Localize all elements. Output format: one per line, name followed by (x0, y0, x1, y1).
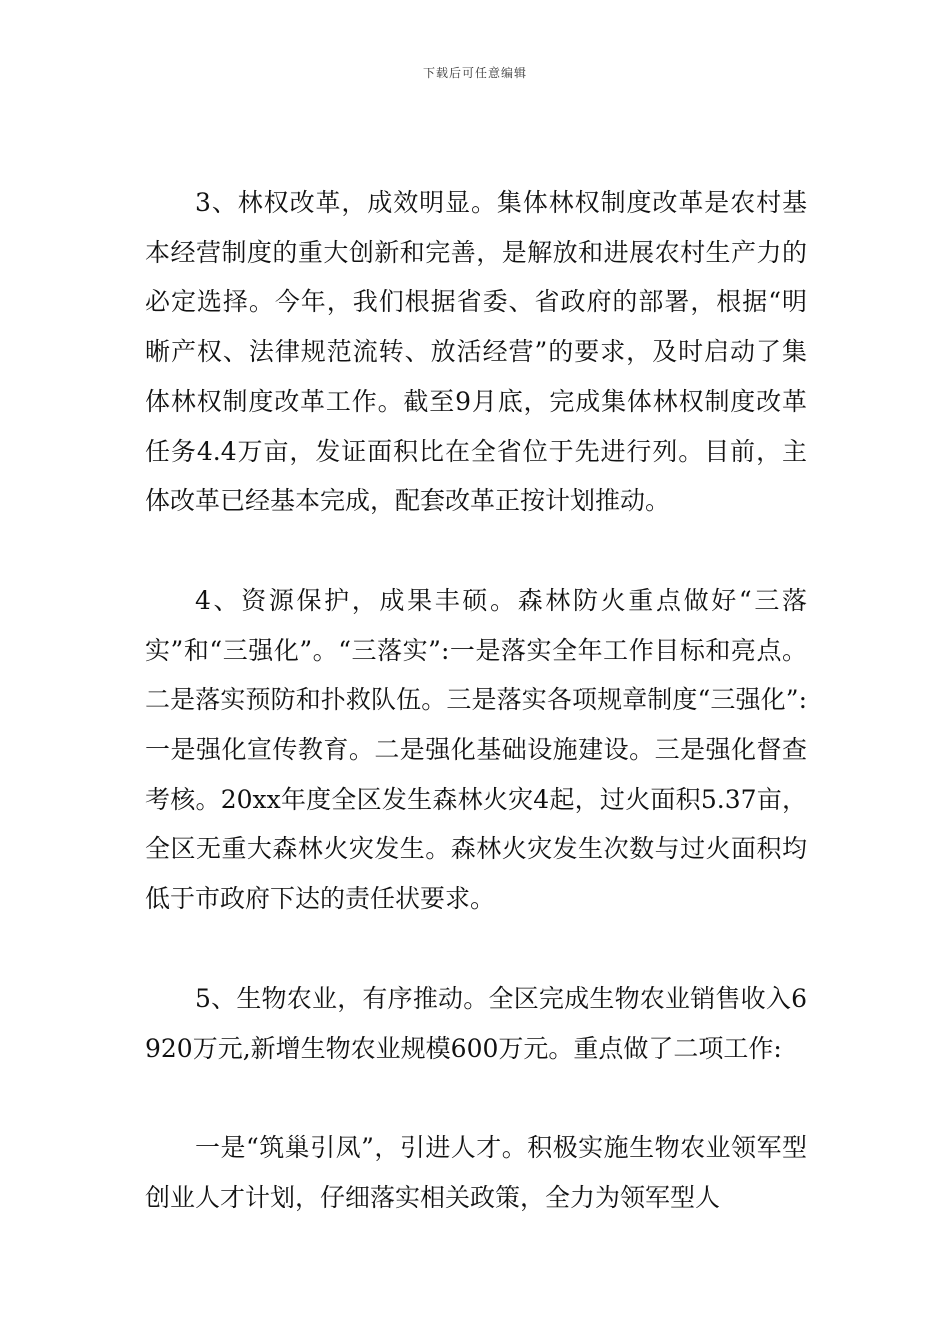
document-body (145, 178, 807, 1223)
paragraph-gap (145, 924, 807, 974)
paragraph-talent-introduction: 一是“筑巢引凤”，引进人才。积极实施生物农业领军型创业人才计划，仔细落实相关政策，全力为领军型人 (145, 1133, 807, 1212)
paragraph-forest-tenure-reform: 3、林权改革，成效明显。集体林权制度改革是农村基本经营制度的重大创新和完善，是解放和进展农村生产力的必定选择。今年，我们根据省委、省政府的部署，根据“明晰产权、法律规范流转、放活经营”的要求，及时启动了集体林权制度改革工作。截至9月底，完成集体林权制度改革任务4.4万亩，发证面积比在全省位于先进行列。目前，主体改革已经基本完成，配套改革正按计划推动。 (145, 188, 807, 516)
page-header: 下载后可任意编辑 (422, 66, 527, 80)
paragraph-resource-protection: 4、资源保护，成果丰硕。森林防火重点做好“三落实”和“三强化”。“三落实”:一是落实全年工作目标和亮点。二是落实预防和扑救队伍。三是落实各项规章制度“三强化”:一是强化宣传教育。二是强化基础设施建设。三是强化督查考核。20xx年度全区发生森林火灾4起，过火面积5.37亩，全区无重大森林火灾发生。森林火灾发生次数与过火面积均低于市政府下达的责任状要求。 (145, 585, 807, 914)
paragraph-gap (145, 1073, 807, 1123)
paragraph-bio-agriculture: 5、生物农业，有序推动。全区完成生物农业销售收入6920万元,新增生物农业规模600万元。重点做了二项工作: (145, 983, 807, 1063)
paragraph-gap (145, 526, 807, 576)
